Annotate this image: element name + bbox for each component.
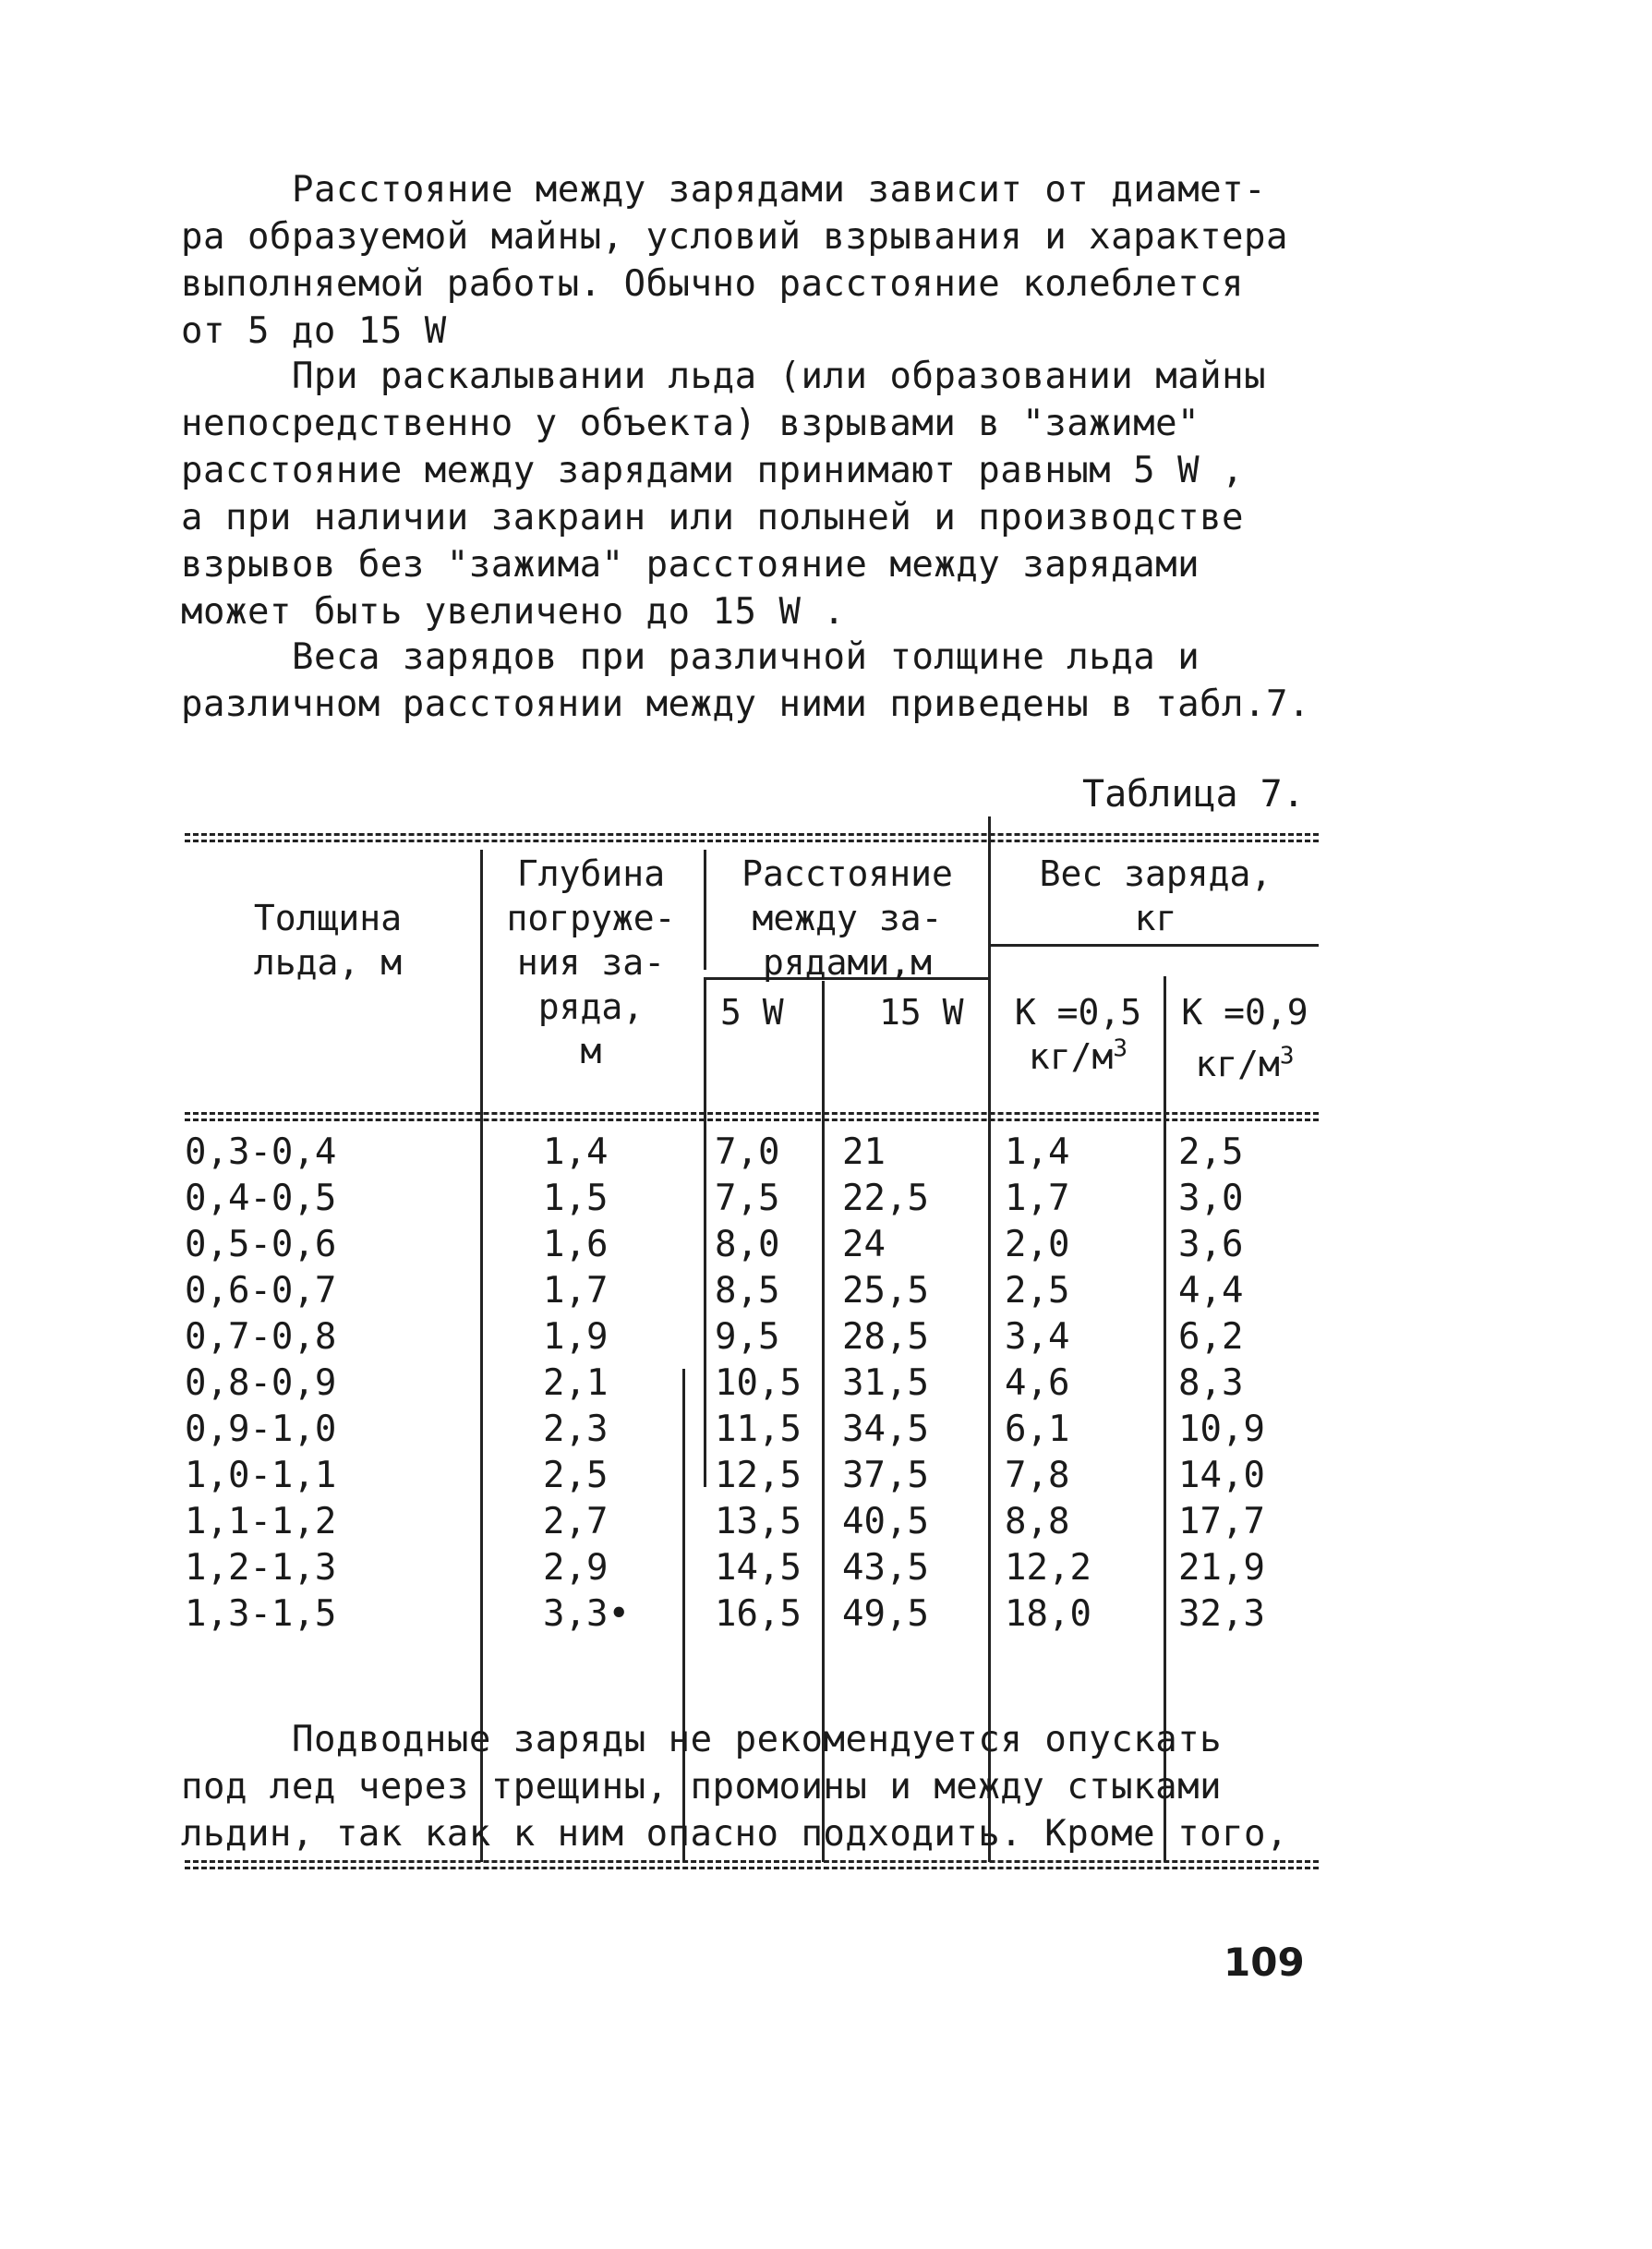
- unit-exponent: 3: [1279, 1042, 1295, 1070]
- table-cell-d15: 21: [842, 1131, 886, 1173]
- header-depth: [489, 852, 693, 1073]
- header-k05: [997, 990, 1159, 1079]
- table-bottom-rule: [185, 1860, 1319, 1863]
- header-text: [997, 1034, 1159, 1079]
- table-cell-k05: 3,4: [1005, 1316, 1070, 1358]
- table-cell-d5: 9,5: [715, 1316, 780, 1358]
- text-line: может быть увеличено до 15 W .: [181, 591, 846, 633]
- table-cell-d5: 16,5: [715, 1593, 802, 1635]
- table-cell-k05: 12,2: [1005, 1547, 1091, 1589]
- table-cell-d5: 8,0: [715, 1224, 780, 1265]
- header-k09: [1171, 990, 1319, 1086]
- table-cell-thickness: 0,6-0,7: [185, 1270, 337, 1312]
- table-cell-thickness: 0,9-1,0: [185, 1409, 337, 1450]
- subheader-rule: [988, 944, 1319, 947]
- table-cell-d15: 49,5: [842, 1593, 929, 1635]
- table-cell-k05: 1,7: [1005, 1178, 1070, 1219]
- table-cell-k09: 3,0: [1178, 1178, 1244, 1219]
- header-text: Глубина: [516, 853, 666, 894]
- table-cell-depth: 2,9: [543, 1547, 609, 1589]
- unit-exponent: 3: [1113, 1034, 1128, 1063]
- table-cell-k09: 17,7: [1178, 1501, 1265, 1542]
- table-cell-thickness: 1,1-1,2: [185, 1501, 337, 1542]
- header-text: К =0,5: [1014, 992, 1142, 1033]
- table-cell-depth: 2,5: [543, 1455, 609, 1496]
- table-cell-k05: 6,1: [1005, 1409, 1070, 1450]
- table-cell-k05: 2,5: [1005, 1270, 1070, 1312]
- header-weight: [993, 852, 1319, 940]
- col-divider: [704, 979, 706, 1487]
- table-cell-thickness: 1,2-1,3: [185, 1547, 337, 1589]
- table-top-rule: [185, 833, 1319, 836]
- text-line: различном расстоянии между ними приведены в табл.7.: [181, 683, 1310, 725]
- table-cell-k09: 14,0: [1178, 1455, 1265, 1496]
- text-line: льдин, так как к ним опасно подходить. Кроме того,: [181, 1813, 1288, 1855]
- header-text: между за-: [752, 898, 943, 938]
- text-line: взрывов без "зажима" расстояние между зарядами: [181, 544, 1200, 586]
- data-table: [185, 833, 1319, 1683]
- table-cell-k09: 4,4: [1178, 1270, 1244, 1312]
- col-divider: [988, 816, 991, 1862]
- text-line: расстояние между зарядами принимают равным 5 W ,: [181, 450, 1245, 491]
- header-text: погруже-: [506, 898, 676, 938]
- text-line: Расстояние между зарядами зависит от диамет-: [292, 169, 1267, 211]
- table-cell-thickness: 1,3-1,5: [185, 1593, 337, 1635]
- table-cell-k09: 10,9: [1178, 1409, 1265, 1450]
- table-cell-d15: 43,5: [842, 1547, 929, 1589]
- text-line: непосредственно у объекта) взрывами в "зажиме": [181, 403, 1200, 444]
- header-distance-5w: 5 W: [720, 992, 784, 1033]
- table-cell-depth: 2,3: [543, 1409, 609, 1450]
- paragraph-4: [181, 1716, 1345, 1857]
- table-cell-d15: 34,5: [842, 1409, 929, 1450]
- header-text: ния за-: [516, 942, 666, 983]
- paragraph-2: [181, 353, 1345, 635]
- header-text: льда, м: [253, 942, 403, 983]
- text-line: Подводные заряды не рекомендуется опускать: [292, 1719, 1223, 1760]
- text-line: выполняемой работы. Обычно расстояние колеблется: [181, 263, 1245, 305]
- table-cell-d5: 13,5: [715, 1501, 802, 1542]
- header-text: Толщина: [253, 898, 403, 938]
- header-text: ряда,: [537, 986, 645, 1027]
- table-cell-thickness: 0,5-0,6: [185, 1224, 337, 1265]
- text-line: При раскалывании льда (или образовании майны: [292, 356, 1267, 397]
- unit-text: кг/м: [1028, 1036, 1114, 1077]
- header-text: м: [580, 1031, 602, 1071]
- paragraph-3: [181, 634, 1345, 728]
- table-cell-d15: 24: [842, 1224, 886, 1265]
- header-text: Вес заряда,: [1039, 853, 1272, 894]
- table-cell-d5: 10,5: [715, 1362, 802, 1404]
- table-cell-d5: 11,5: [715, 1409, 802, 1450]
- text-line: ра образуемой майны, условий взрывания и характера: [181, 216, 1288, 258]
- table-cell-thickness: 1,0-1,1: [185, 1455, 337, 1496]
- table-cell-d5: 8,5: [715, 1270, 780, 1312]
- table-cell-k05: 2,0: [1005, 1224, 1070, 1265]
- table-cell-thickness: 0,7-0,8: [185, 1316, 337, 1358]
- table-cell-depth: 1,9: [543, 1316, 609, 1358]
- table-cell-d15: 40,5: [842, 1501, 929, 1542]
- unit-text: кг/м: [1195, 1044, 1280, 1084]
- table-cell-depth: 2,7: [543, 1501, 609, 1542]
- paragraph-1: [181, 166, 1345, 355]
- table-cell-k09: 8,3: [1178, 1362, 1244, 1404]
- table-cell-k09: 6,2: [1178, 1316, 1244, 1358]
- header-text: кг: [1134, 898, 1177, 938]
- col-divider: [480, 850, 483, 1862]
- table-cell-d15: 25,5: [842, 1270, 929, 1312]
- table-cell-k09: 2,5: [1178, 1131, 1244, 1173]
- table-caption: Таблица 7.: [1082, 773, 1305, 816]
- table-cell-d15: 31,5: [842, 1362, 929, 1404]
- table-cell-k05: 4,6: [1005, 1362, 1070, 1404]
- table-cell-d15: 37,5: [842, 1455, 929, 1496]
- table-cell-depth: 3,3•: [543, 1593, 630, 1635]
- text-line: от 5 до 15 W: [181, 310, 447, 352]
- table-cell-k09: 3,6: [1178, 1224, 1244, 1265]
- table-cell-k09: 32,3: [1178, 1593, 1265, 1635]
- table-cell-d5: 14,5: [715, 1547, 802, 1589]
- table-cell-depth: 2,1: [543, 1362, 609, 1404]
- table-cell-depth: 1,4: [543, 1131, 609, 1173]
- table-cell-d15: 22,5: [842, 1178, 929, 1219]
- table-cell-thickness: 0,3-0,4: [185, 1131, 337, 1173]
- table-cell-depth: 1,6: [543, 1224, 609, 1265]
- table-cell-thickness: 0,8-0,9: [185, 1362, 337, 1404]
- header-text: рядами,м: [762, 942, 933, 983]
- table-cell-k05: 18,0: [1005, 1593, 1091, 1635]
- text-line: Веса зарядов при различной толщине льда и: [292, 636, 1200, 678]
- text-line: под лед через трещины, промоины и между стыками: [181, 1766, 1223, 1808]
- header-distance: [706, 852, 988, 985]
- header-bottom-rule: [185, 1112, 1319, 1115]
- table-cell-k09: 21,9: [1178, 1547, 1265, 1589]
- header-text: К =0,9: [1181, 992, 1308, 1033]
- table-cell-depth: 1,5: [543, 1178, 609, 1219]
- header-thickness: [185, 896, 471, 985]
- header-text: [1171, 1042, 1319, 1086]
- table-cell-thickness: 0,4-0,5: [185, 1178, 337, 1219]
- page-number: 109: [1224, 1940, 1305, 1985]
- text-line: а при наличии закраин или полыней и производстве: [181, 497, 1245, 538]
- header-distance-15w: 15 W: [879, 992, 964, 1033]
- table-cell-d15: 28,5: [842, 1316, 929, 1358]
- header-text: Расстояние: [742, 853, 953, 894]
- table-cell-k05: 7,8: [1005, 1455, 1070, 1496]
- table-cell-d5: 7,5: [715, 1178, 780, 1219]
- table-cell-k05: 1,4: [1005, 1131, 1070, 1173]
- table-cell-d5: 7,0: [715, 1131, 780, 1173]
- table-cell-k05: 8,8: [1005, 1501, 1070, 1542]
- table-cell-d5: 12,5: [715, 1455, 802, 1496]
- table-cell-depth: 1,7: [543, 1270, 609, 1312]
